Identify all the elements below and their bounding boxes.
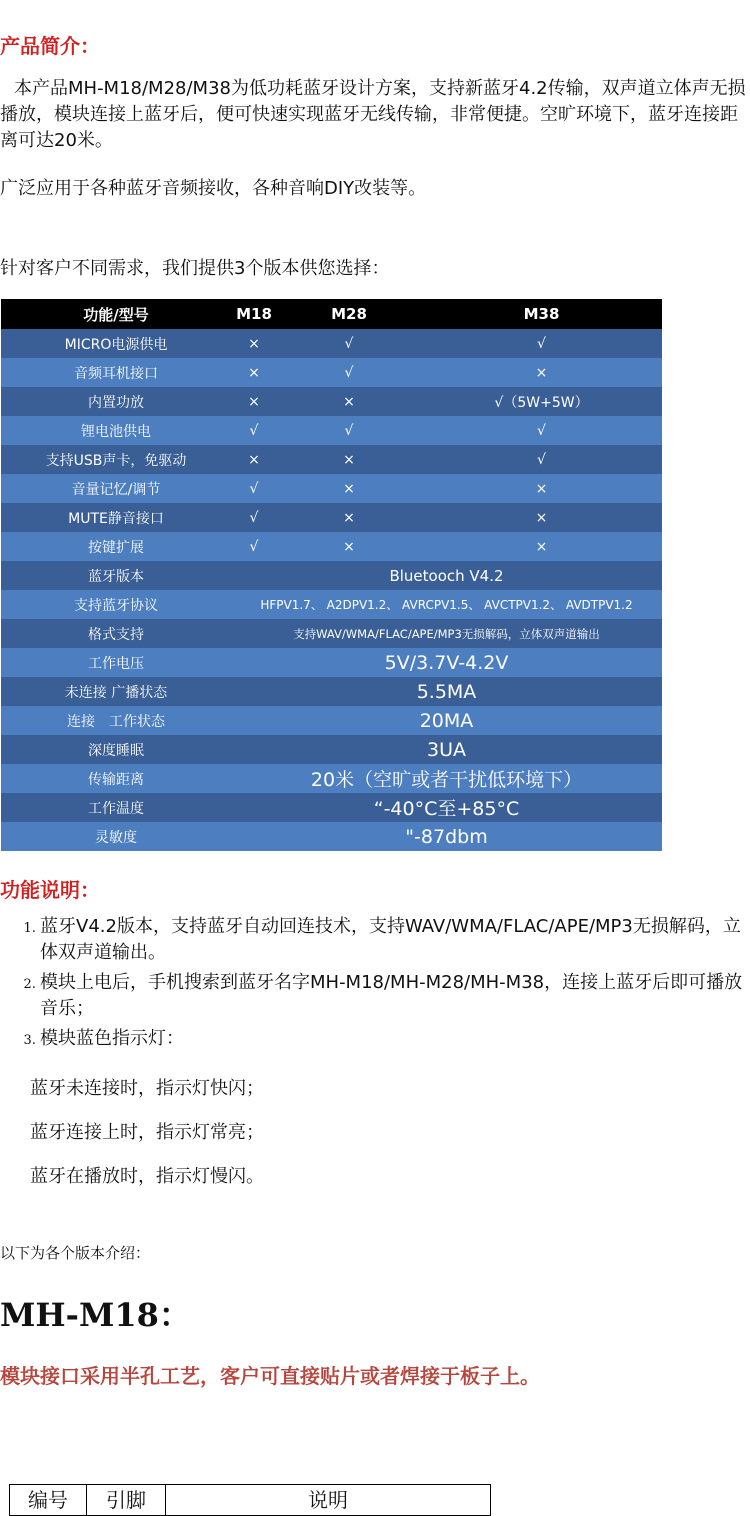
table-row	[1, 706, 662, 735]
row-value: Bluetooch V4.2	[231, 561, 662, 590]
row-label: 按键扩展	[1, 532, 231, 561]
cell-m38: √	[421, 329, 662, 358]
table-row	[1, 793, 662, 822]
table-row	[1, 677, 662, 706]
m18-heading: MH-M18：	[0, 1296, 191, 1334]
led-line-disconnected: 蓝牙未连接时，指示灯快闪；	[30, 1078, 264, 1099]
table-row	[1, 619, 662, 648]
cell-m18: √	[231, 532, 277, 561]
row-value: HFPV1.7、 A2DPV1.2、 AVRCPV1.5、 AVCTPV1.2、 AVDTPV1.2	[231, 590, 662, 619]
header-m28: M28	[277, 299, 421, 329]
table-row	[1, 822, 662, 851]
table-row	[1, 445, 662, 474]
cell-m18: √	[231, 503, 277, 532]
application-paragraph: 广泛应用于各种蓝牙音频接收，各种音响DIY改装等。	[0, 178, 427, 199]
row-value: 20MA	[231, 706, 662, 735]
cell-m38: ×	[421, 532, 662, 561]
table-row	[1, 329, 662, 358]
row-label: 内置功放	[1, 387, 231, 416]
row-value: 支持WAV/WMA/FLAC/APE/MP3无损解码，立体双声道输出	[231, 619, 662, 648]
table-row	[1, 503, 662, 532]
row-label: MICRO电源供电	[1, 329, 231, 358]
versions-intro: 以下为各个版本介绍：	[0, 1244, 151, 1262]
intro-title: 产品简介：	[0, 34, 100, 58]
cell-m28: ×	[277, 503, 421, 532]
row-label: 未连接 广播状态	[1, 677, 231, 706]
cell-m18: ×	[231, 358, 277, 387]
cell-m28: √	[277, 329, 421, 358]
table-row	[1, 648, 662, 677]
row-label: 深度睡眠	[1, 735, 231, 764]
spec-table-header	[1, 299, 662, 329]
cell-m18: √	[231, 474, 277, 503]
spec-table	[1, 299, 662, 851]
pin-header-number: 编号	[10, 1485, 87, 1515]
m18-note: 模块接口采用半孔工艺，客户可直接贴片或者焊接于板子上。	[0, 1364, 540, 1388]
table-row	[1, 387, 662, 416]
row-value: “-40°C至+85°C	[231, 793, 662, 822]
cell-m28: ×	[277, 387, 421, 416]
cell-m28: ×	[277, 474, 421, 503]
cell-m28: ×	[277, 532, 421, 561]
list-item: 3. 模块蓝色指示灯：	[40, 1026, 750, 1052]
features-list	[0, 914, 750, 1056]
cell-m18: √	[231, 416, 277, 445]
header-m38: M38	[421, 299, 662, 329]
cell-m28: ×	[277, 445, 421, 474]
table-row	[1, 474, 662, 503]
led-line-connected: 蓝牙连接上时，指示灯常亮；	[30, 1122, 264, 1143]
row-label: 传输距离	[1, 764, 231, 793]
row-label: 工作电压	[1, 648, 231, 677]
cell-m38: ×	[421, 474, 662, 503]
pin-table	[9, 1484, 491, 1516]
pin-header-desc: 说明	[308, 1488, 348, 1512]
pin-header-pin: 引脚	[87, 1485, 166, 1515]
list-item: 2. 模块上电后，手机搜索到蓝牙名字MH-M18/MH-M28/MH-M38，连接上蓝牙后即可播放音乐；	[40, 970, 750, 1022]
table-row	[1, 532, 662, 561]
header-m18: M18	[231, 299, 277, 329]
table-row	[1, 561, 662, 590]
row-label: 音频耳机接口	[1, 358, 231, 387]
row-label: 蓝牙版本	[1, 561, 231, 590]
row-label: MUTE静音接口	[1, 503, 231, 532]
features-title: 功能说明：	[0, 878, 100, 902]
table-row	[1, 416, 662, 445]
row-label: 支持USB声卡，免驱动	[1, 445, 231, 474]
cell-m38: √	[421, 416, 662, 445]
row-label: 格式支持	[1, 619, 231, 648]
cell-m18: ×	[231, 329, 277, 358]
list-item: 1. 蓝牙V4.2版本，支持蓝牙自动回连技术，支持WAV/WMA/FLAC/APE/MP3无损解码，立体双声道输出。	[40, 914, 750, 966]
cell-m28: √	[277, 358, 421, 387]
row-label: 工作温度	[1, 793, 231, 822]
cell-m18: ×	[231, 387, 277, 416]
cell-m38: ×	[421, 503, 662, 532]
row-label: 锂电池供电	[1, 416, 231, 445]
table-row	[1, 735, 662, 764]
intro-paragraph: 本产品MH-M18/M28/M38为低功耗蓝牙设计方案，支持新蓝牙4.2传输，双声道立体声无损播放，模块连接上蓝牙后，便可快速实现蓝牙无线传输，非常便捷。空旷环境下，蓝牙连接距离可达20米。	[0, 78, 746, 151]
cell-m38: √	[421, 445, 662, 474]
row-label: 灵敏度	[1, 822, 231, 851]
row-label: 支持蓝牙协议	[1, 590, 231, 619]
table-row	[1, 590, 662, 619]
row-value: 3UA	[231, 735, 662, 764]
versions-lead-text: 针对客户不同需求，我们提供3个版本供您选择：	[0, 258, 390, 279]
cell-m38: √（5W+5W）	[421, 387, 662, 416]
row-value: 5V/3.7V-4.2V	[231, 648, 662, 677]
row-value: 5.5MA	[231, 677, 662, 706]
row-label: 连接 工作状态	[1, 706, 231, 735]
cell-m28: √	[277, 416, 421, 445]
table-row	[1, 764, 662, 793]
row-value: 20米（空旷或者干扰低环境下）	[231, 764, 662, 793]
header-feature: 功能/型号	[1, 299, 231, 329]
led-line-playing: 蓝牙在播放时，指示灯慢闪。	[30, 1166, 264, 1187]
row-value: "-87dbm	[231, 822, 662, 851]
row-label: 音量记忆/调节	[1, 474, 231, 503]
cell-m38: ×	[421, 358, 662, 387]
cell-m18: ×	[231, 445, 277, 474]
table-row	[1, 358, 662, 387]
